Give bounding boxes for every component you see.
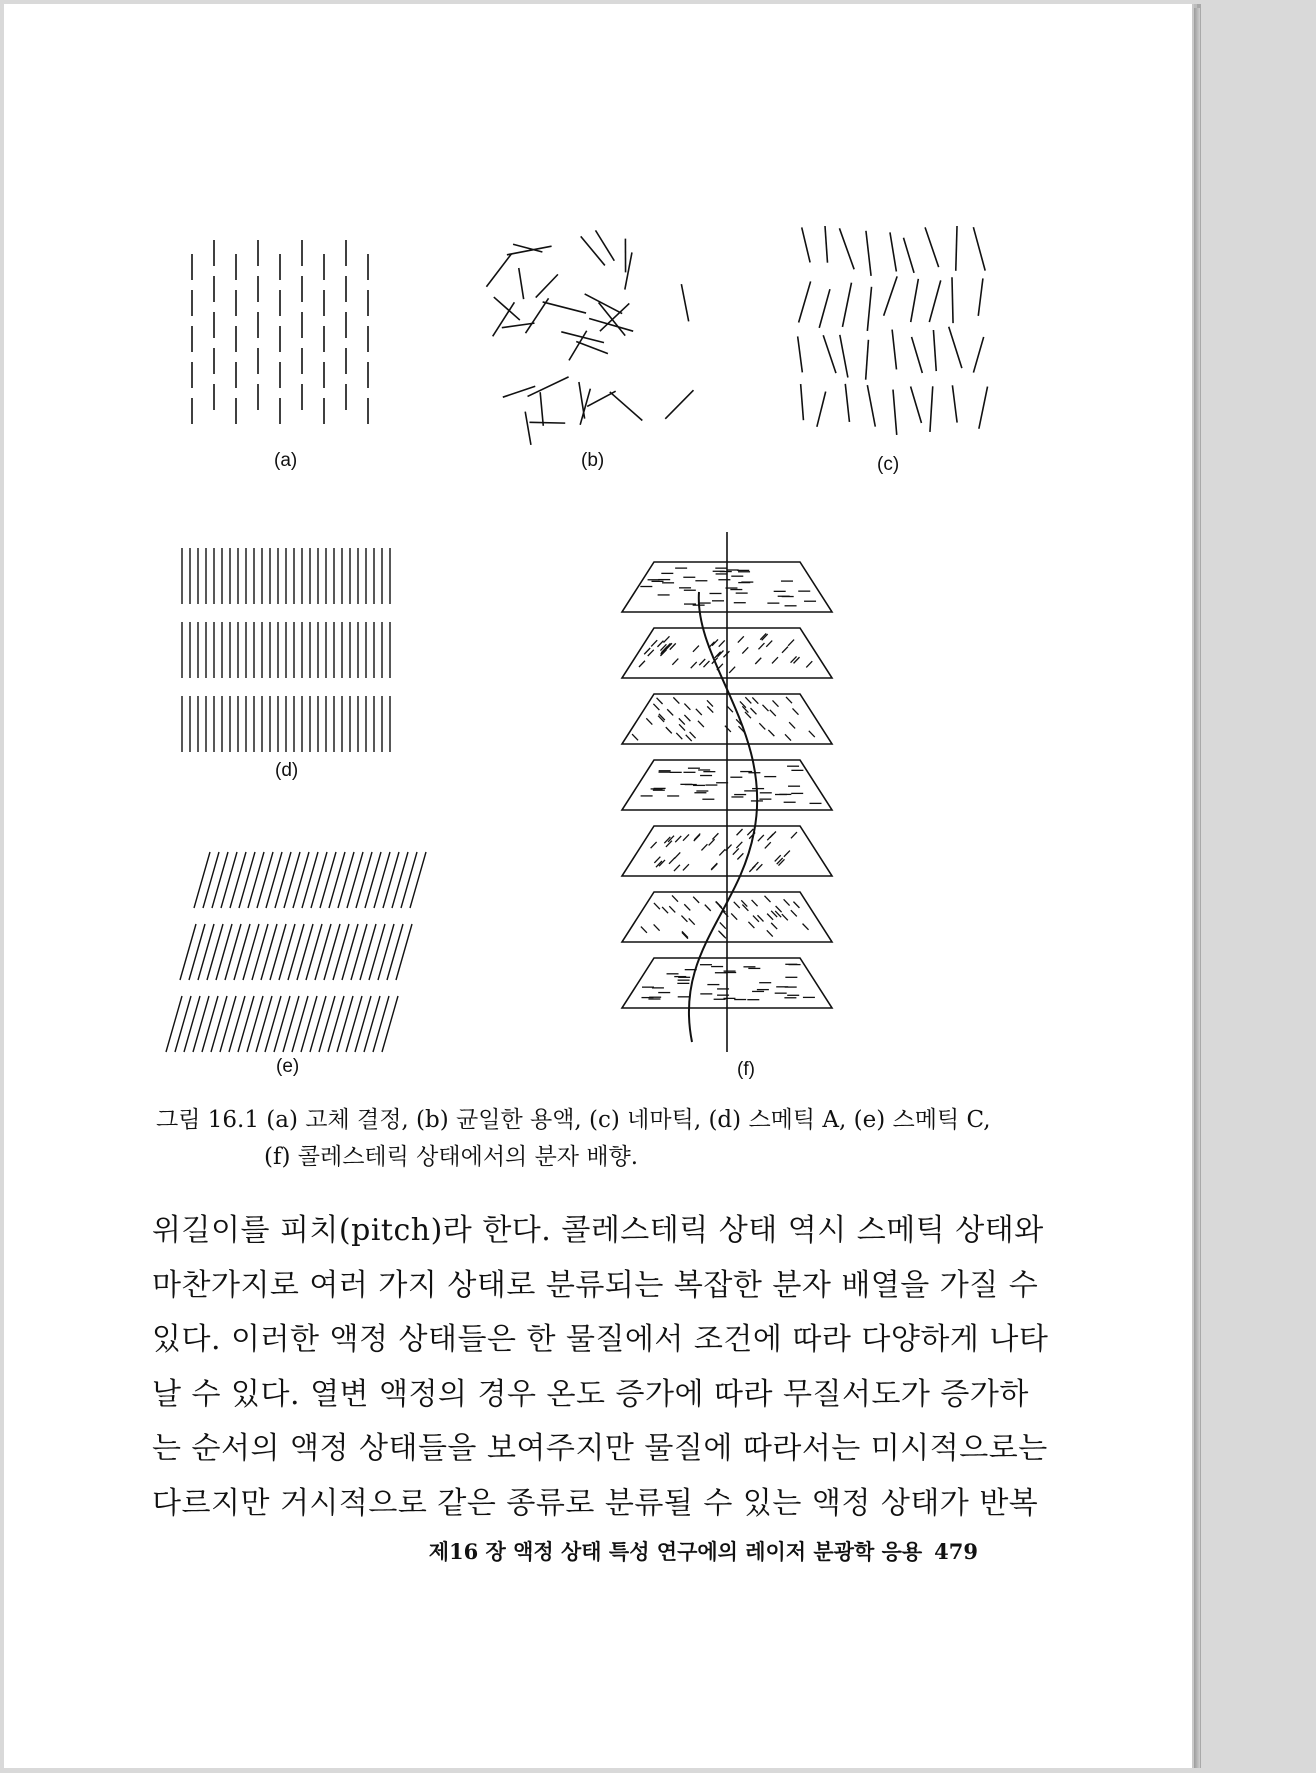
molecule-line bbox=[979, 387, 988, 429]
molecule-line bbox=[243, 924, 259, 980]
molecule-line bbox=[519, 268, 524, 299]
molecule-line bbox=[867, 385, 875, 427]
molecule-line bbox=[346, 996, 362, 1052]
molecule-line bbox=[284, 852, 300, 908]
label-f: (f) bbox=[737, 1059, 755, 1080]
molecule-line bbox=[840, 335, 848, 378]
molecule-line bbox=[221, 852, 237, 908]
molecule-line bbox=[401, 852, 417, 908]
molecule-line bbox=[681, 284, 688, 321]
body-paragraph bbox=[152, 1204, 1049, 1531]
molecule-line bbox=[189, 924, 205, 980]
molecule-line bbox=[356, 852, 372, 908]
molecule-line bbox=[493, 302, 515, 336]
molecule-line bbox=[802, 227, 810, 262]
molecule-line bbox=[494, 297, 520, 320]
molecule-line bbox=[610, 392, 642, 421]
molecule-line bbox=[580, 389, 590, 425]
molecule-line bbox=[261, 924, 277, 980]
molecule-line bbox=[825, 226, 828, 263]
molecule-line bbox=[207, 924, 223, 980]
figure-caption bbox=[156, 1102, 1056, 1176]
molecule-line bbox=[526, 298, 549, 333]
molecule-line bbox=[324, 924, 340, 980]
molecule-line bbox=[329, 852, 345, 908]
molecule-line bbox=[866, 340, 869, 380]
molecule-line bbox=[301, 996, 317, 1052]
molecule-line bbox=[311, 852, 327, 908]
molecule-line bbox=[193, 996, 209, 1052]
molecule-line bbox=[543, 302, 586, 313]
molecule-line bbox=[315, 924, 331, 980]
molecule-line bbox=[292, 996, 308, 1052]
body-line: 있다. 이러한 액정 상태들은 한 물질에서 조건에 따라 다양하게 나타 bbox=[152, 1322, 1049, 1357]
molecule-line bbox=[239, 852, 255, 908]
molecule-line bbox=[665, 390, 693, 419]
molecule-line bbox=[342, 924, 358, 980]
molecule-line bbox=[229, 996, 245, 1052]
body-line: 다르지만 거시적으로 같은 종류로 분류될 수 있는 액정 상태가 반복 bbox=[152, 1485, 1039, 1521]
molecule-line bbox=[256, 996, 272, 1052]
molecule-line bbox=[973, 227, 985, 270]
molecule-line bbox=[220, 996, 236, 1052]
figure-d-smectic-a bbox=[174, 544, 414, 764]
molecule-line bbox=[275, 852, 291, 908]
molecule-line bbox=[952, 385, 957, 422]
molecule-line bbox=[175, 996, 191, 1052]
molecule-line bbox=[842, 283, 851, 327]
molecule-line bbox=[933, 330, 936, 371]
molecule-line bbox=[203, 852, 219, 908]
molecule-line bbox=[252, 924, 268, 980]
molecule-line bbox=[351, 924, 367, 980]
molecule-line bbox=[320, 852, 336, 908]
molecule-line bbox=[369, 924, 385, 980]
molecule-line bbox=[238, 996, 254, 1052]
molecule-line bbox=[270, 924, 286, 980]
molecule-line bbox=[866, 231, 871, 276]
molecule-line bbox=[410, 852, 426, 908]
body-line: 는 순서의 액정 상태들을 보여주지만 물질에 따라서는 미시적으로는 bbox=[152, 1431, 1048, 1466]
molecule-line bbox=[265, 996, 281, 1052]
molecule-line bbox=[216, 924, 232, 980]
molecule-line bbox=[338, 852, 354, 908]
molecule-line bbox=[486, 254, 511, 287]
molecule-line bbox=[387, 924, 403, 980]
molecule-line bbox=[925, 227, 939, 267]
molecule-line bbox=[839, 228, 854, 269]
molecule-line bbox=[540, 392, 543, 426]
molecule-line bbox=[929, 280, 940, 322]
molecule-line bbox=[949, 327, 962, 368]
molecule-line bbox=[396, 924, 412, 980]
caption-line-2: (f) 콜레스테릭 상태에서의 분자 배향. bbox=[264, 1144, 639, 1170]
molecule-line bbox=[333, 924, 349, 980]
molecule-line bbox=[274, 996, 290, 1052]
molecule-line bbox=[257, 852, 273, 908]
molecule-line bbox=[952, 277, 953, 323]
molecule-line bbox=[230, 852, 246, 908]
molecule-line bbox=[302, 852, 318, 908]
molecule-line bbox=[180, 924, 196, 980]
molecule-line bbox=[911, 279, 919, 322]
molecule-line bbox=[234, 924, 250, 980]
molecule-line bbox=[194, 852, 210, 908]
molecule-line bbox=[600, 303, 629, 331]
label-c: (c) bbox=[877, 454, 900, 475]
molecule-line bbox=[823, 335, 836, 373]
molecule-line bbox=[978, 278, 983, 315]
molecule-line bbox=[884, 276, 897, 315]
molecule-line bbox=[248, 852, 264, 908]
molecule-line bbox=[525, 412, 531, 445]
running-title: 제16 장 액정 상태 특성 연구에의 레이저 분광학 응용 bbox=[428, 1539, 923, 1564]
molecule-line bbox=[355, 996, 371, 1052]
molecule-line bbox=[297, 924, 313, 980]
molecule-line bbox=[306, 924, 322, 980]
figure-e-smectic-c bbox=[164, 844, 444, 1064]
molecule-line bbox=[283, 996, 299, 1052]
molecule-line bbox=[893, 390, 897, 435]
molecule-line bbox=[529, 422, 565, 423]
molecule-line bbox=[587, 391, 615, 406]
body-line: 날 수 있다. 열변 액정의 경우 온도 증가에 따라 무질서도가 증가하 bbox=[152, 1376, 1029, 1412]
molecule-line bbox=[212, 852, 228, 908]
molecule-line bbox=[912, 337, 923, 373]
label-d: (d) bbox=[275, 760, 299, 781]
molecule-line bbox=[596, 230, 615, 260]
molecule-line bbox=[867, 287, 871, 331]
molecule-line bbox=[973, 337, 983, 373]
molecule-line bbox=[817, 392, 826, 427]
body-line: 위길이를 피치(pitch)라 한다. 콜레스테릭 상태 역시 스메틱 상태와 bbox=[152, 1213, 1044, 1248]
molecule-line bbox=[266, 852, 282, 908]
molecule-line bbox=[911, 387, 922, 424]
molecule-line bbox=[184, 996, 200, 1052]
molecule-line bbox=[364, 996, 380, 1052]
molecule-line bbox=[383, 852, 399, 908]
body-line: 마찬가지로 여러 가지 상태로 분류되는 복잡한 분자 배열을 가질 수 bbox=[152, 1267, 1039, 1303]
molecule-line bbox=[930, 386, 933, 432]
molecule-line bbox=[247, 996, 263, 1052]
molecule-line bbox=[365, 852, 381, 908]
molecule-line bbox=[310, 996, 326, 1052]
molecule-line bbox=[166, 996, 182, 1052]
molecule-line bbox=[378, 924, 394, 980]
running-footer bbox=[429, 1536, 978, 1566]
molecule-line bbox=[536, 274, 558, 297]
molecule-line bbox=[903, 238, 914, 273]
molecule-line bbox=[279, 924, 295, 980]
molecule-line bbox=[360, 924, 376, 980]
molecule-line bbox=[374, 852, 390, 908]
molecule-line bbox=[319, 996, 335, 1052]
molecule-line bbox=[799, 281, 811, 322]
molecule-line bbox=[337, 996, 353, 1052]
molecule-line bbox=[576, 342, 608, 354]
molecule-line bbox=[211, 996, 227, 1052]
molecule-line bbox=[890, 232, 896, 271]
molecule-line bbox=[347, 852, 363, 908]
molecule-line bbox=[507, 246, 552, 255]
molecule-line bbox=[845, 384, 849, 422]
caption-line-1: 그림 16.1 (a) 고체 결정, (b) 균일한 용액, (c) 네마틱, (d) 스메틱 A, (e) 스메틱 C, bbox=[156, 1107, 991, 1133]
molecule-line bbox=[798, 336, 803, 372]
book-page bbox=[4, 4, 1192, 1768]
molecule-line bbox=[198, 924, 214, 980]
label-b: (b) bbox=[581, 450, 605, 471]
molecule-line bbox=[585, 294, 623, 314]
figure-f-cholesteric bbox=[614, 532, 874, 1052]
label-e: (e) bbox=[276, 1056, 300, 1077]
molecule-line bbox=[392, 852, 408, 908]
molecule-line bbox=[892, 330, 896, 370]
molecule-line bbox=[225, 924, 241, 980]
figure-a-solid-crystal bbox=[174, 232, 404, 432]
figure-b-isotropic-liquid bbox=[474, 226, 714, 446]
label-a: (a) bbox=[274, 450, 298, 471]
molecule-line bbox=[202, 996, 218, 1052]
molecule-line bbox=[801, 384, 804, 420]
molecule-line bbox=[288, 924, 304, 980]
page-edge-shadow bbox=[1194, 8, 1200, 1768]
molecule-line bbox=[819, 289, 830, 328]
molecule-line bbox=[293, 852, 309, 908]
page-number: 479 bbox=[934, 1539, 978, 1564]
molecule-line bbox=[328, 996, 344, 1052]
figure-c-nematic bbox=[789, 226, 1009, 451]
molecule-line bbox=[373, 996, 389, 1052]
molecule-line bbox=[382, 996, 398, 1052]
molecule-line bbox=[956, 226, 957, 271]
